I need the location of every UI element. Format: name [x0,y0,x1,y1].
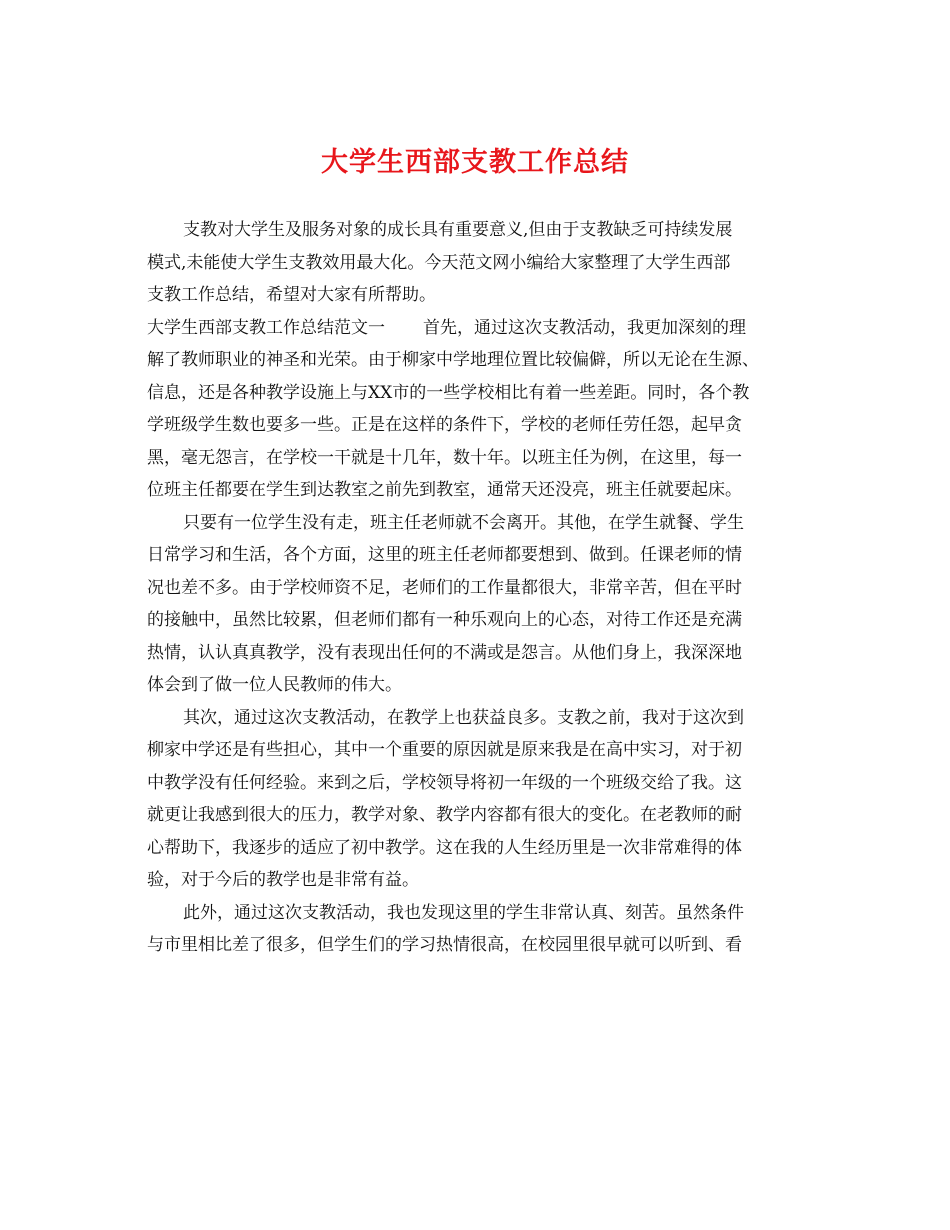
text-line: 支教工作总结，希望对大家有所帮助。 [147,285,436,305]
paragraph-section-one [147,312,809,507]
paragraph [147,507,809,702]
text-line: 体会到了做一位人民教师的伟大。 [147,675,402,695]
text-line: 心帮助下，我逐步的适应了初中教学。这在我的人生经历里是一次非常难得的体 [147,837,742,858]
text-line: 验，对于今后的教学也是非常有益。 [147,870,419,890]
text-line: 模式,未能使大学生支教效用最大化。今天范文网小编给大家整理了大学生西部 [147,252,731,273]
text-line [147,312,809,345]
text-line: 况也差不多。由于学校师资不足，老师们的工作量都很大，非常辛苦，但在平时 [147,577,742,598]
text-line: 其次，通过这次支教活动，在教学上也获益良多。支教之前，我对于这次到 [183,707,744,728]
text-line: 信息，还是各种教学设施上与XX市的一些学校相比有着一些差距。同时，各个教 [147,382,750,403]
text-line: 黑，毫无怨言，在学校一干就是十几年，数十年。以班主任为例，在这里，每一 [147,447,742,468]
text-line: 热情，认认真真教学，没有表现出任何的不满或是怨言。从他们身上，我深深地 [147,642,742,663]
text-line: 支教对大学生及服务对象的成长具有重要意义,但由于支教缺乏可持续发展 [183,220,733,240]
text-line: 学班级学生数也要多一些。正是在这样的条件下，学校的老师任劳任怨，起早贪 [147,415,742,435]
section-heading: 大学生西部支教工作总结范文一 [147,317,385,338]
text-line: 柳家中学还是有些担心，其中一个重要的原因就是原来我是在高中实习，对于初 [147,740,742,760]
text-line: 的接触中，虽然比较累，但老师们都有一种乐观向上的心态，对待工作还是充满 [147,610,742,630]
document-title: 大学生西部支教工作总结 [321,147,629,178]
text-line-after-heading: 首先，通过这次支教活动，我更加深刻的理 [423,317,746,338]
text-line: 解了教师职业的神圣和光荣。由于柳家中学地理位置比较偏僻，所以无论在生源、 [147,350,759,370]
text-line: 与市里相比差了很多，但学生们的学习热情很高，在校园里很早就可以听到、看 [147,935,742,955]
text-line: 此外，通过这次支教活动，我也发现这里的学生非常认真、刻苦。虽然条件 [183,902,744,923]
text-line: 中教学没有任何经验。来到之后，学校领导将初一年级的一个班级交给了我。这 [147,772,742,793]
text-line: 日常学习和生活，各个方面，这里的班主任老师都要想到、做到。任课老师的情 [147,545,742,565]
document-body [147,214,809,962]
text-line: 就更让我感到很大的压力，教学对象、教学内容都有很大的变化。在老教师的耐 [147,805,742,825]
paragraph [147,897,809,962]
text-line: 位班主任都要在学生到达教室之前先到教室，通常天还没亮，班主任就要起床。 [147,480,742,500]
paragraph-intro [147,214,809,312]
text-line: 只要有一位学生没有走，班主任老师就不会离开。其他，在学生就餐、学生 [183,512,744,533]
paragraph [147,702,809,897]
